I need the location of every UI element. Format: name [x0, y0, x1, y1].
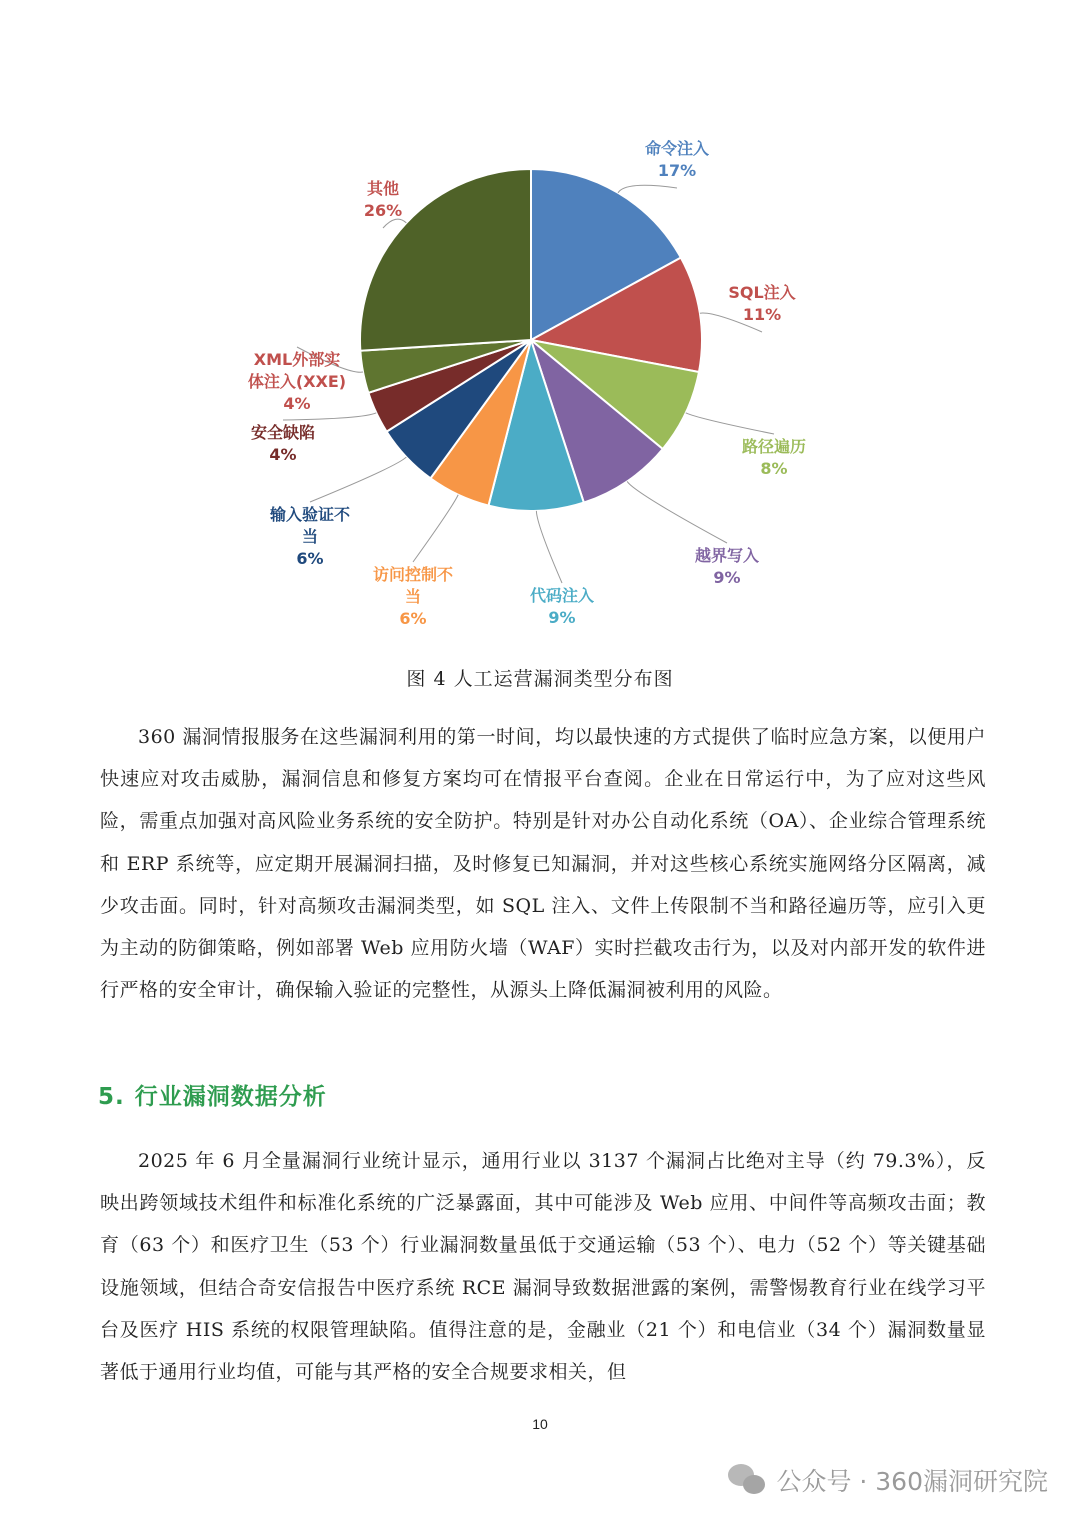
slice-label: 其他 26% [363, 179, 403, 220]
slice-label: XML外部实体注入(XXE) 4% [247, 350, 347, 413]
slice-label: 访问控制不当 6% [372, 565, 454, 628]
slice-label: 安全缺陷 4% [250, 423, 316, 464]
figure-caption: 图 4 人工运营漏洞类型分布图 [406, 668, 674, 690]
page-number: 10 [532, 1416, 548, 1432]
pie-chart-svg [240, 118, 850, 638]
watermark [728, 1462, 1048, 1498]
leader-line [627, 481, 727, 543]
leader-line [618, 185, 677, 193]
slice-label: 越界写入 9% [694, 546, 760, 587]
slice-label: SQL注入 11% [728, 283, 796, 324]
section-heading [98, 1078, 337, 1111]
leader-line [283, 413, 376, 420]
pie-chart [240, 118, 850, 638]
slice-label: 路径遍历 8% [741, 437, 807, 478]
watermark-text: 公众号 · 360漏洞研究院 [776, 1467, 1048, 1496]
section-title: 行业漏洞数据分析 [134, 1084, 327, 1110]
slice-label: 命令注入 17% [644, 139, 710, 180]
leader-line [686, 413, 774, 434]
section-number: 5. [98, 1084, 125, 1110]
wechat-icon [728, 1464, 768, 1496]
leader-line [413, 495, 458, 562]
paragraph-2: 2025 年 6 月全量漏洞行业统计显示，通用行业以 3137 个漏洞占比绝对主导（约 79.3%），反映出跨领域技术组件和标准化系统的广泛暴露面，其中可能涉及 Web 应用、中间件等高频攻击面；教育（63 个）和医疗卫生（53 个）行业漏洞数量虽低于交通运输（53 个）、电力（52 个）等关键基础设施领域，但结合奇安信报告中医疗系统 RCE 漏洞导致数据泄露的案例，需警惕教育行业在线学习平台及医疗 HIS 系统的权限管理缺陷。值得注意的是，金融业（21 个）和电信业（34 个）漏洞数量显著低于通用行业均值，可能与其严格的安全合规要求相关，但 [100, 1150, 986, 1384]
slice-label: 输入验证不当 6% [269, 505, 351, 568]
leader-line [536, 511, 562, 583]
paragraph-1: 360 漏洞情报服务在这些漏洞利用的第一时间，均以最快速的方式提供了临时应急方案，以便用户快速应对攻击威胁，漏洞信息和修复方案均可在情报平台查阅。企业在日常运行中，为了应对这些风险，需重点加强对高风险业务系统的安全防护。特别是针对办公自动化系统（OA）、企业综合管理系统和 ERP 系统等，应定期开展漏洞扫描，及时修复已知漏洞，并对这些核心系统实施网络分区隔离，减少攻击面。同时，针对高频攻击漏洞类型，如 SQL 注入、文件上传限制不当和路径遍历等，应引入更为主动的防御策略，例如部署 Web 应用防火墙（WAF）实时拦截攻击行为，以及对内部开发的软件进行严格的安全审计，确保输入验证的完整性，从源头上降低漏洞被利用的风险。 [100, 726, 986, 1002]
slice-label: 代码注入 9% [529, 586, 595, 627]
leader-line [310, 457, 406, 502]
